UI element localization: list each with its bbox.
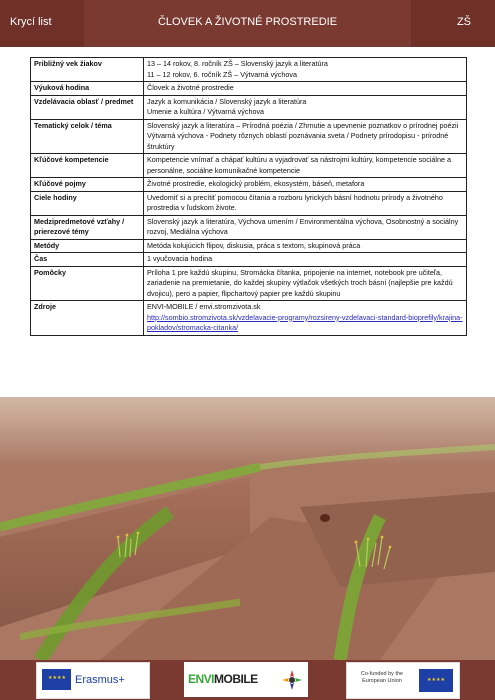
eu-flag-icon: ★★★★ bbox=[42, 669, 71, 690]
row-value-line: 11 – 12 rokov, 6. ročník ZŠ – Výtvarná výchova bbox=[147, 69, 297, 79]
source-link[interactable]: http://sombio.stromzivota.sk/vzdelavacie-programy/rozsireny-vzdelavaci-standard-bioprefily/krajina-pokladov/stromacka-citanka/ bbox=[147, 312, 463, 332]
envimobile-logo: ENVIMOBILE bbox=[184, 662, 308, 697]
cofunded-eu-logo: Co-funded by the European Union ★★★★ bbox=[346, 662, 460, 699]
envimobile-emblem-icon bbox=[280, 668, 304, 692]
row-value-line: 13 – 14 rokov, 8. ročník ZŠ – Slovenský jazyk a literatúra bbox=[147, 59, 328, 68]
table-row bbox=[31, 58, 467, 82]
row-label: Zdroje bbox=[31, 301, 144, 336]
table-row bbox=[31, 178, 467, 192]
table-row bbox=[31, 253, 467, 267]
row-value bbox=[144, 191, 467, 215]
row-label: Čas bbox=[31, 253, 144, 267]
table-row bbox=[31, 215, 467, 239]
row-value-line: Príloha 1 pre každú skupinu, Stromácka čítanka, pripojenie na internet, notebook pre učiteľa, zariadenie na premietanie, do každej skupiny výtlačok všetkých troch básní (najlepšie pre každú dvojicu), pero a papier, flipchartový papier pre každú skupinu bbox=[147, 267, 453, 298]
row-label: Vzdelávacia oblasť / predmet bbox=[31, 95, 144, 119]
row-value-line: Životné prostredie, ekologický problém, ekosystém, báseň, metafora bbox=[147, 179, 365, 188]
row-label: Kľúčové kompetencie bbox=[31, 154, 144, 178]
erasmus-logo: ★★★★ Erasmus+ bbox=[36, 662, 150, 699]
row-value bbox=[144, 82, 467, 96]
row-value-line: Jazyk a komunikácia / Slovenský jazyk a literatúra bbox=[147, 96, 307, 106]
row-label: Pomôcky bbox=[31, 266, 144, 301]
table-row bbox=[31, 95, 467, 119]
row-value-line: 1 vyučovacia hodina bbox=[147, 254, 213, 263]
row-label: Kľúčové pojmy bbox=[31, 178, 144, 192]
table-row bbox=[31, 239, 467, 253]
eu-flag-icon: ★★★★ bbox=[419, 669, 453, 692]
row-value-line: Umenie a kultúra / Výtvarná výchova bbox=[147, 107, 265, 116]
row-value-line: ENVI-MOBILE / envi.stromzivota.sk bbox=[147, 302, 261, 311]
moss-bricks-photo bbox=[0, 397, 495, 660]
table-row bbox=[31, 301, 467, 336]
row-value bbox=[144, 178, 467, 192]
table-row bbox=[31, 154, 467, 178]
header-section-label: Krycí list bbox=[10, 16, 52, 28]
row-label: Približný vek žiakov bbox=[31, 58, 144, 82]
row-value-line: Človek a životné prostredie bbox=[147, 83, 234, 92]
row-value-line: Výtvarná výchova - Podnety rôznych oblastí poznávania sveta / Podnety prírodopisu - prírodné štruktúry bbox=[147, 131, 449, 151]
row-value bbox=[144, 154, 467, 178]
row-value-line: Slovenský jazyk a literatúra, Výchova umením / Environmentálna výchova, Osobnostný a sociálny rozvoj, Mediálna výchova bbox=[147, 216, 459, 236]
row-value bbox=[144, 95, 467, 119]
row-value-line: Metóda kolujúcich flipov, diskusia, práca s textom, skupinová práca bbox=[147, 240, 361, 250]
row-label: Tematický celok / téma bbox=[31, 119, 144, 154]
row-value bbox=[144, 253, 467, 267]
row-label: Metódy bbox=[31, 239, 144, 253]
row-value bbox=[144, 58, 467, 82]
row-value bbox=[144, 301, 467, 336]
row-value-line: Uvedomiť si a precítiť pomocou čítania a rozboru lyrických básní hodnotu prírody a životného prostredia v ľudskom živote. bbox=[147, 192, 443, 212]
table-row bbox=[31, 82, 467, 96]
table-row bbox=[31, 266, 467, 301]
row-label: Výuková hodina bbox=[31, 82, 144, 96]
row-value-line: Kompetencie vnímať a chápať kultúru a vyjadrovať sa nástrojmi kultúry, kompetencie sociálne a personálne, sociálne komunikačné kompetencie bbox=[147, 155, 451, 175]
row-value bbox=[144, 119, 467, 154]
row-value bbox=[144, 239, 467, 253]
page-header bbox=[0, 0, 495, 47]
table-row bbox=[31, 119, 467, 154]
row-label: Ciele hodiny bbox=[31, 191, 144, 215]
row-value-line: Slovenský jazyk a literatúra – Prírodná poézia / Zhrnutie a upevnenie poznatkov o prírodnej poézii bbox=[147, 120, 459, 130]
row-value bbox=[144, 266, 467, 301]
page-title: ČLOVEK A ŽIVOTNÉ PROSTREDIE bbox=[157, 16, 338, 28]
row-value bbox=[144, 215, 467, 239]
header-level-label: ZŠ bbox=[456, 16, 471, 28]
info-table bbox=[30, 57, 467, 336]
table-row bbox=[31, 191, 467, 215]
row-label: Medzipredmetové vzťahy / prierezové témy bbox=[31, 215, 144, 239]
